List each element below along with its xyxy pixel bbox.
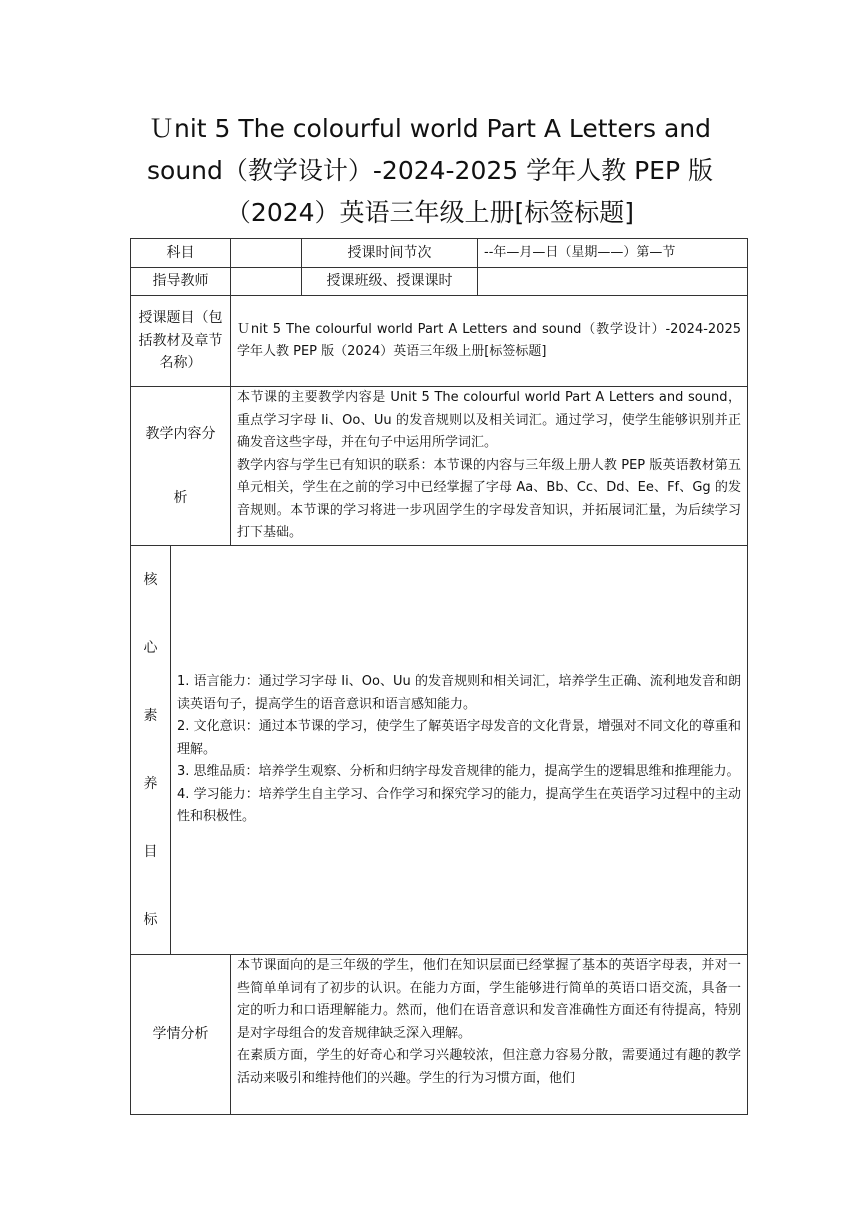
core-label-char: 标 [143, 912, 158, 928]
content-analysis-text [231, 387, 748, 546]
content-paragraph-2: 教学内容与学生已有知识的联系：本节课的内容与三年级上册人教 PEP 版英语教材第五单元相关，学生在之前的学习中已经掌握了字母 Aa、Bb、Cc、Dd、Ee、Ff、Gg 的发音规则。本节课的学习将进一步巩固学生的字母发音知识，并拓展词汇量，为后续学习打下基础。 [237, 457, 741, 541]
student-analysis-text [231, 955, 748, 1115]
time-label: 授课时间节次 [302, 239, 478, 268]
goal-item: 3. 思维品质：培养学生观察、分析和归纳字母发音规律的能力，提高学生的逻辑思维和推理能力。 [177, 764, 740, 780]
core-label-char: 养 [143, 776, 158, 792]
core-goals-text [171, 546, 748, 955]
row-core-goals [131, 546, 748, 955]
student-analysis-label: 学情分析 [131, 955, 231, 1115]
core-goals-label [131, 546, 171, 955]
goal-item: 2. 文化意识：通过本节课的学习，使学生了解英语字母发音的文化背景，增强对不同文化的尊重和理解。 [177, 719, 741, 757]
goal-item: 4. 学习能力：培养学生自主学习、合作学习和探究学习的能力，提高学生在英语学习过程中的主动性和积极性。 [177, 786, 741, 825]
topic-value: Ｕnit 5 The colourful world Part A Letters and sound（教学设计）-2024-2025 学年人教 PEP 版（2024）英语三年级上册[标签标题] [231, 296, 748, 387]
content-label-top: 教学内容分 [145, 425, 216, 442]
document-title: Ｕnit 5 The colourful world Part A Letters and sound（教学设计）-2024-2025 学年人教 PEP 版（2024）英语三年级上册[标签标题] [147, 114, 713, 227]
teacher-value [231, 268, 302, 296]
content-label-bottom: 析 [173, 490, 188, 506]
teacher-label: 指导教师 [131, 268, 231, 296]
row-subject [131, 239, 748, 268]
analysis-paragraph-1: 本节课面向的是三年级的学生，他们在知识层面已经掌握了基本的英语字母表，并对一些简单单词有了初步的认识。在能力方面，学生能够进行简单的英语口语交流，具备一定的听力和口语理解能力。然而，他们在语音意识和发音准确性方面还有待提高，特别是对字母组合的发音规律缺乏深入理解。 [237, 958, 741, 1041]
content-paragraph-1: 本节课的主要教学内容是 Unit 5 The colourful world Part A Letters and sound，重点学习字母 Ii、Oo、Uu 的发音规则以及相关词汇。通过学习，使学生能够识别并正确发音这些字母，并在句子中运用所学词汇。 [237, 390, 741, 451]
class-label: 授课班级、授课课时 [302, 268, 478, 296]
row-teacher [131, 268, 748, 296]
row-student-analysis [131, 955, 748, 1115]
lesson-plan-table [130, 238, 748, 1115]
topic-label: 授课题目（包括教材及章节名称） [131, 296, 231, 387]
goal-item: 1. 语言能力：通过学习字母 Ii、Oo、Uu 的发音规则和相关词汇，培养学生正确、流利地发音和朗读英语句子，提高学生的语音意识和语言感知能力。 [177, 674, 741, 712]
core-label-char: 核 [143, 572, 158, 588]
row-content-analysis [131, 387, 748, 546]
analysis-paragraph-2: 在素质方面，学生的好奇心和学习兴趣较浓，但注意力容易分散，需要通过有趣的教学活动来吸引和维持他们的兴趣。学生的行为习惯方面，他们 [237, 1048, 741, 1086]
content-analysis-label [131, 387, 231, 546]
core-label-char: 素 [143, 708, 158, 724]
time-value: --年—月—日（星期——）第—节 [478, 239, 748, 268]
row-topic [131, 296, 748, 387]
core-label-char: 目 [143, 844, 158, 860]
subject-label: 科目 [131, 239, 231, 268]
core-label-char: 心 [143, 640, 158, 656]
class-value [478, 268, 748, 296]
subject-value [231, 239, 302, 268]
